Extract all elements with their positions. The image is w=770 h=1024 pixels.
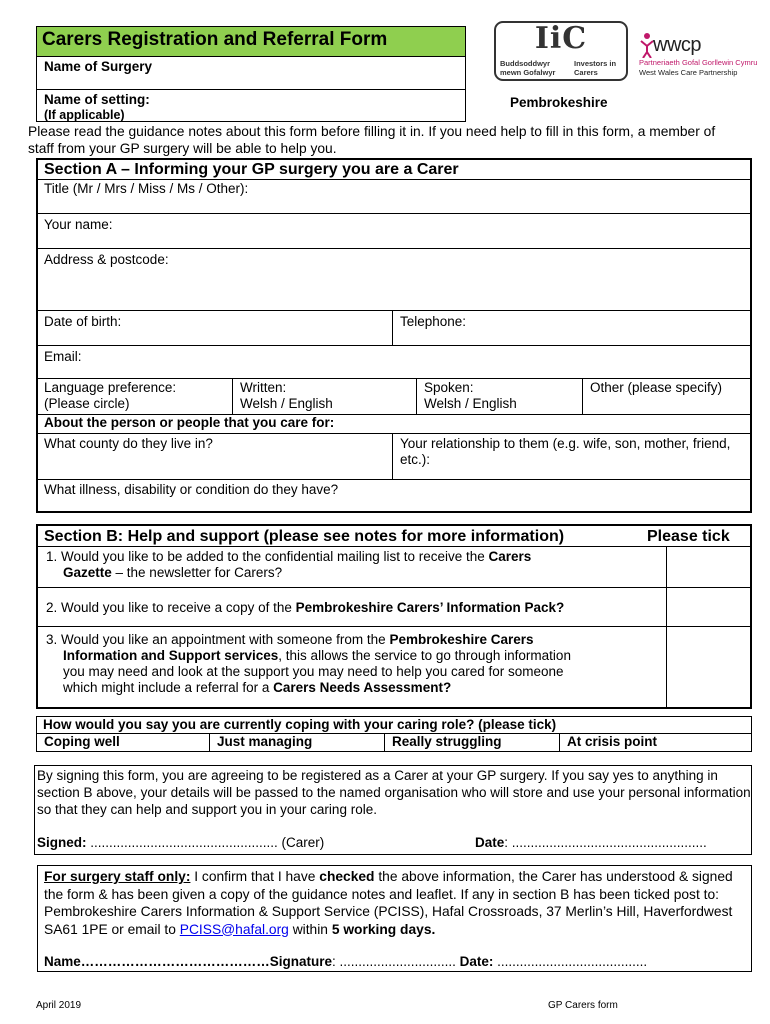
wwcp-logo xyxy=(637,30,761,82)
dob-field[interactable]: Date of birth: xyxy=(44,314,122,329)
q1-text-a: 1. Would you like to be added to the confidential mailing list to receive the xyxy=(46,549,489,564)
spoken-label: Spoken: xyxy=(424,380,474,395)
q3-text-d: , this allows the service to go through information xyxy=(278,648,571,663)
your-name-field[interactable]: Your name: xyxy=(44,217,113,232)
staff-signature-row[interactable] xyxy=(44,953,647,970)
q2-text-a: 2. Would you like to receive a copy of the xyxy=(46,600,296,615)
language-label-line2: (Please circle) xyxy=(44,396,130,411)
staff-text-e: 5 working days. xyxy=(331,921,436,937)
staff-text-d: within xyxy=(288,921,332,937)
language-label-line1: Language preference: xyxy=(44,380,177,395)
staff-date-label: Date: xyxy=(459,954,494,969)
county-field[interactable]: What county do they live in? xyxy=(44,436,213,451)
pciss-email-link[interactable]: PCISS@hafal.org xyxy=(179,921,289,937)
form-title: Carers Registration and Referral Form xyxy=(42,29,388,50)
spoken-options[interactable]: Welsh / English xyxy=(424,396,517,411)
footer-form-name: GP Carers form xyxy=(548,1000,618,1011)
section-b-heading: Section B: Help and support (please see notes for more information) xyxy=(44,528,565,545)
iic-logo-welsh: Buddsoddwyr mewn Gofalwyr xyxy=(500,59,556,77)
question-appointment xyxy=(38,627,666,707)
staff-text-a: I confirm that I have xyxy=(190,869,320,884)
email-field[interactable]: Email: xyxy=(44,349,82,364)
setting-name-label: Name of setting: xyxy=(44,92,150,107)
staff-only-label: For surgery staff only: xyxy=(44,869,191,884)
section-a-heading: Section A – Informing your GP surgery you are a Carer xyxy=(44,161,459,178)
wwcp-logo-mark: wwcp xyxy=(653,34,702,56)
coping-option-struggling[interactable]: Really struggling xyxy=(392,734,502,749)
intro-text: Please read the guidance notes about this form before filling it in. If you need help to fill in this form, a member of staff from your GP surgery will be able to help you. xyxy=(28,124,716,156)
spoken-preference[interactable] xyxy=(418,378,582,414)
q1-text-c: Gazette xyxy=(63,565,112,580)
title-field[interactable]: Title (Mr / Mrs / Miss / Ms / Other): xyxy=(44,181,249,196)
signed-dots[interactable]: .................................................. (Carer) xyxy=(86,835,325,850)
written-preference[interactable] xyxy=(234,378,416,414)
consent-date-dots[interactable]: : .................................................... xyxy=(504,835,707,850)
staff-name-label: Name xyxy=(44,954,81,969)
please-tick-label: Please tick xyxy=(647,528,730,545)
written-options[interactable]: Welsh / English xyxy=(240,396,333,411)
tick-box-info-pack[interactable] xyxy=(668,588,750,626)
q3-text-e: you may need and look at the support you may need to help you cared for someone xyxy=(63,664,564,679)
staff-name-dots[interactable]: …………………………………… xyxy=(80,954,270,969)
coping-option-crisis[interactable]: At crisis point xyxy=(567,734,658,749)
q3-text-b: Pembrokeshire Carers xyxy=(389,632,534,647)
q3-text-f: which might include a referral for a xyxy=(63,680,274,695)
consent-signature-row[interactable] xyxy=(37,834,749,851)
wwcp-english: West Wales Care Partnership xyxy=(639,68,738,77)
tick-box-appointment[interactable] xyxy=(668,627,750,707)
coping-option-managing[interactable]: Just managing xyxy=(217,734,313,749)
footer-date: April 2019 xyxy=(36,1000,82,1011)
staff-date-dots[interactable]: ........................................ xyxy=(493,954,648,969)
staff-text-b: checked xyxy=(319,869,375,884)
staff-signature-label: Signature xyxy=(269,954,333,969)
coping-question: How would you say you are currently coping with your caring role? (please tick) xyxy=(43,717,557,732)
setting-sub-label: (If applicable) xyxy=(44,108,125,122)
county-label: Pembrokeshire xyxy=(510,95,608,110)
staff-signature-dots[interactable]: : ............................... xyxy=(332,954,456,969)
consent-text: By signing this form, you are agreeing to be registered as a Carer at your GP surgery. If you say yes to anything in section B above, your details will be passed to the named organisation who will store and use your personal information so that they can help and support you in your caring role. xyxy=(37,768,751,817)
q1-text-d: – the newsletter for Carers? xyxy=(111,565,283,580)
signed-label: Signed: xyxy=(37,835,87,850)
written-label: Written: xyxy=(240,380,287,395)
address-field[interactable]: Address & postcode: xyxy=(44,252,169,267)
relationship-field[interactable]: Your relationship to them (e.g. wife, son, mother, friend, etc.): xyxy=(400,436,731,467)
tick-box-gazette[interactable] xyxy=(668,547,750,587)
surgery-name-label: Name of Surgery xyxy=(44,59,153,74)
telephone-field[interactable]: Telephone: xyxy=(400,314,467,329)
q2-text-b: Pembrokeshire Carers’ Information Pack? xyxy=(295,600,565,615)
wwcp-welsh: Partneriaeth Gofal Gorllewin Cymru xyxy=(639,58,758,67)
language-label xyxy=(38,378,232,414)
other-language-field[interactable]: Other (please specify) xyxy=(590,380,723,395)
q1-text-b: Carers xyxy=(488,549,532,564)
q3-text-g: Carers Needs Assessment? xyxy=(273,680,452,695)
question-info-pack xyxy=(38,588,666,626)
iic-logo-english: Investors in Carers xyxy=(574,59,617,77)
staff-text xyxy=(44,868,744,938)
iic-logo xyxy=(494,21,628,81)
q3-text-a: 3. Would you like an appointment with someone from the xyxy=(46,632,390,647)
consent-date-label: Date xyxy=(475,835,505,850)
q3-text-c: Information and Support services xyxy=(63,648,279,663)
about-cared-for-heading: About the person or people that you care for: xyxy=(44,415,335,430)
coping-option-well[interactable]: Coping well xyxy=(44,734,120,749)
iic-logo-mark: IiC xyxy=(534,21,588,56)
staff-text-c: the above information, the Carer has understood & signed the form & has been given a copy of the guidance notes and leaflet. If any in section B has been ticked post to: Pembrokeshire Carers Information & Support Service (PCISS), Hafal Crossroads, 37 Merlin’s Hill, Haverfordwest SA61 1PE or email to xyxy=(44,869,733,937)
illness-field[interactable]: What illness, disability or condition do they have? xyxy=(44,482,339,497)
question-gazette xyxy=(38,547,666,587)
